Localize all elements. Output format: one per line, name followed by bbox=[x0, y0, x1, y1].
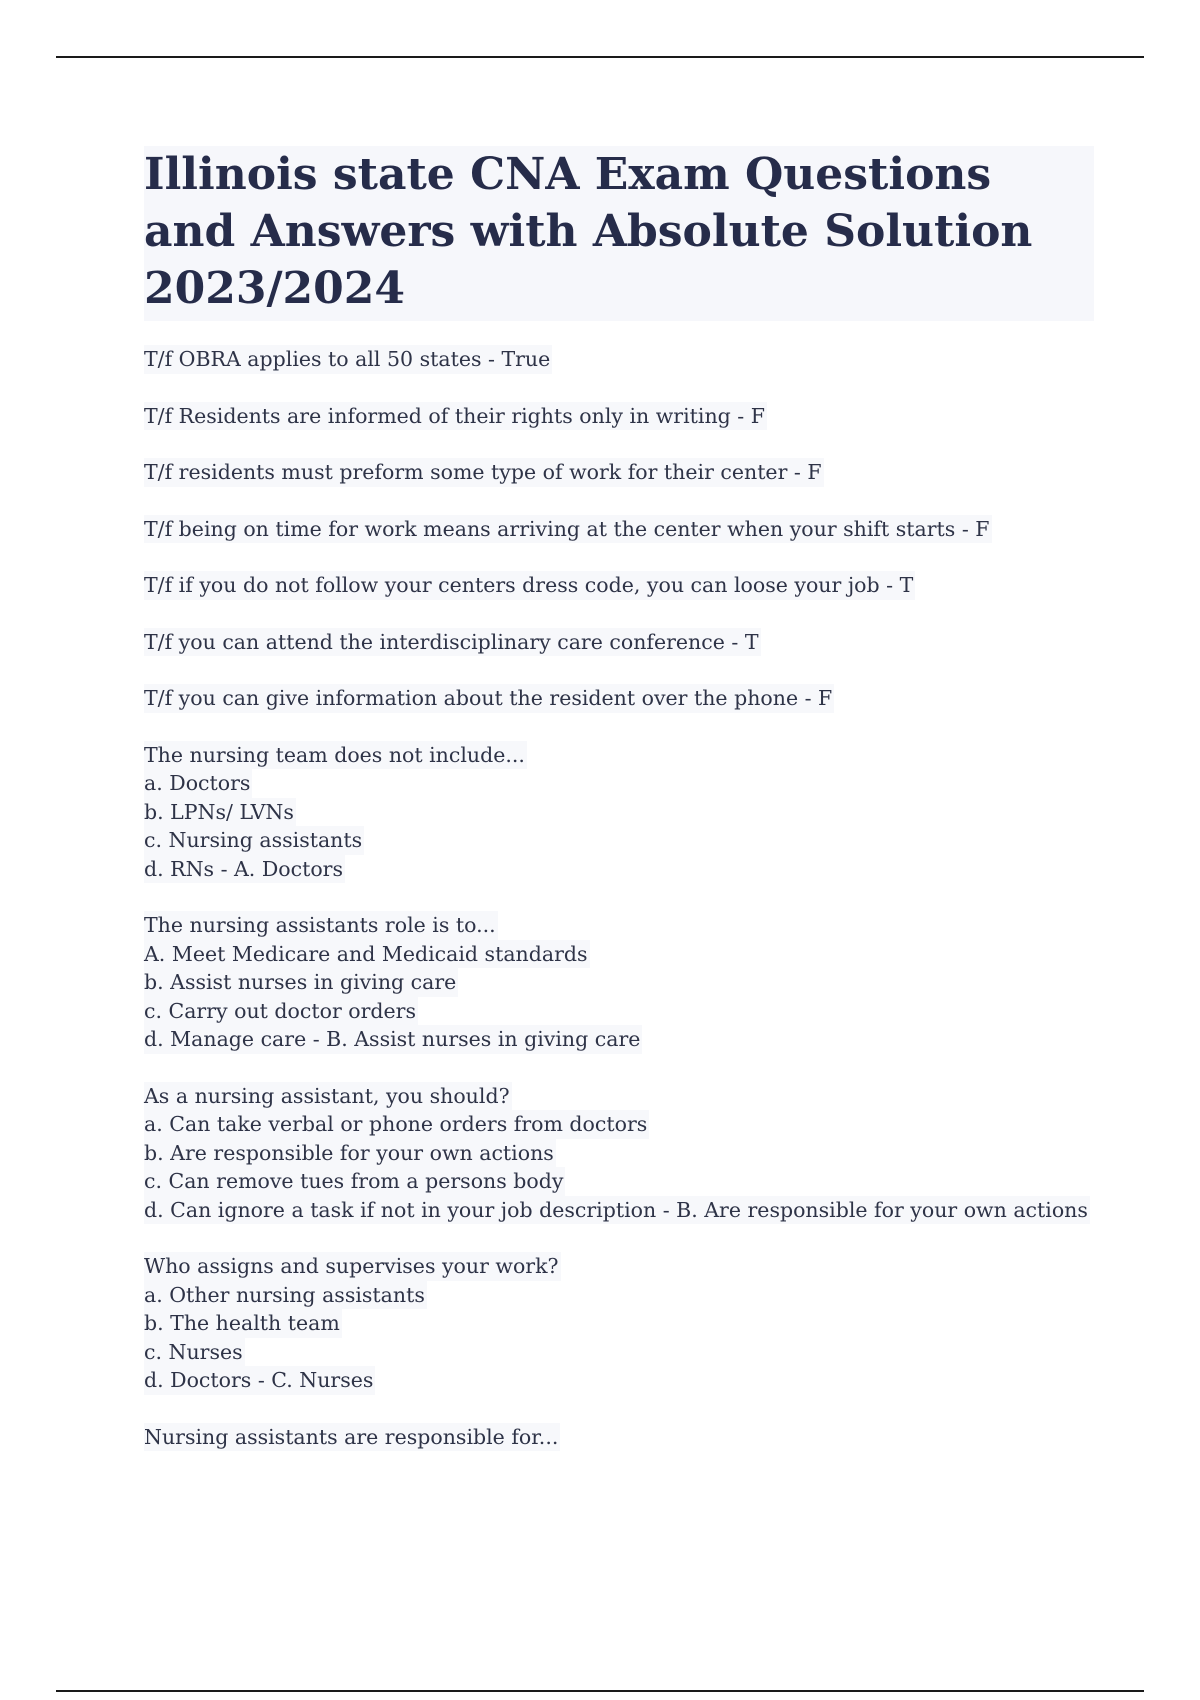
answer-option bbox=[144, 1309, 1094, 1338]
answer-option bbox=[144, 940, 1094, 969]
question-text bbox=[144, 1252, 1094, 1281]
question-block bbox=[144, 1082, 1094, 1225]
line-text: d. Can ignore a task if not in your job description - B. Are responsible for your own actions bbox=[144, 1196, 1090, 1225]
answer-option bbox=[144, 1139, 1094, 1168]
question-block bbox=[144, 741, 1094, 884]
question-text bbox=[144, 741, 1094, 770]
question-text bbox=[144, 345, 1094, 374]
question-block bbox=[144, 1423, 1094, 1452]
question-text bbox=[144, 911, 1094, 940]
answer-option bbox=[144, 1366, 1094, 1395]
line-text: T/f being on time for work means arriving at the center when your shift starts - F bbox=[144, 515, 992, 544]
line-text: T/f if you do not follow your centers dress code, you can loose your job - T bbox=[144, 571, 915, 600]
question-block bbox=[144, 628, 1094, 657]
line-text: c. Can remove tues from a persons body bbox=[144, 1167, 565, 1196]
question-block bbox=[144, 684, 1094, 713]
title-block bbox=[144, 146, 1094, 321]
question-block bbox=[144, 402, 1094, 431]
line-text: b. Are responsible for your own actions bbox=[144, 1139, 556, 1168]
line-text: T/f residents must preform some type of work for their center - F bbox=[144, 458, 824, 487]
line-text: Nursing assistants are responsible for... bbox=[144, 1423, 560, 1452]
line-text: d. Doctors - C. Nurses bbox=[144, 1366, 375, 1395]
answer-option bbox=[144, 1281, 1094, 1310]
answer-option bbox=[144, 798, 1094, 827]
question-text bbox=[144, 1423, 1094, 1452]
line-text: T/f OBRA applies to all 50 states - True bbox=[144, 345, 552, 374]
line-text: b. LPNs/ LVNs bbox=[144, 798, 296, 827]
question-list bbox=[144, 345, 1094, 1451]
question-text bbox=[144, 628, 1094, 657]
question-block bbox=[144, 571, 1094, 600]
line-text: a. Can take verbal or phone orders from doctors bbox=[144, 1110, 649, 1139]
line-text: The nursing team does not include... bbox=[144, 741, 527, 770]
question-text bbox=[144, 402, 1094, 431]
question-block bbox=[144, 911, 1094, 1054]
document-title: Illinois state CNA Exam Questions and Answers with Absolute Solution 2023/2024 bbox=[144, 149, 1033, 314]
line-text: A. Meet Medicare and Medicaid standards bbox=[144, 940, 590, 969]
question-block bbox=[144, 345, 1094, 374]
line-text: d. Manage care - B. Assist nurses in giving care bbox=[144, 1025, 642, 1054]
question-text bbox=[144, 684, 1094, 713]
line-text: a. Doctors bbox=[144, 769, 252, 798]
answer-option bbox=[144, 997, 1094, 1026]
answer-option bbox=[144, 968, 1094, 997]
answer-option bbox=[144, 826, 1094, 855]
answer-option bbox=[144, 855, 1094, 884]
answer-option bbox=[144, 1338, 1094, 1367]
question-text bbox=[144, 571, 1094, 600]
answer-option bbox=[144, 1110, 1094, 1139]
question-text bbox=[144, 1082, 1094, 1111]
question-text bbox=[144, 458, 1094, 487]
line-text: c. Nurses bbox=[144, 1338, 245, 1367]
bottom-rule bbox=[56, 1690, 1144, 1692]
line-text: T/f Residents are informed of their rights only in writing - F bbox=[144, 402, 767, 431]
question-block bbox=[144, 1252, 1094, 1395]
line-text: The nursing assistants role is to... bbox=[144, 911, 498, 940]
top-rule bbox=[56, 56, 1144, 58]
question-block bbox=[144, 458, 1094, 487]
line-text: Who assigns and supervises your work? bbox=[144, 1252, 561, 1281]
answer-option bbox=[144, 769, 1094, 798]
line-text: a. Other nursing assistants bbox=[144, 1281, 427, 1310]
line-text: b. Assist nurses in giving care bbox=[144, 968, 458, 997]
line-text: T/f you can give information about the resident over the phone - F bbox=[144, 684, 834, 713]
answer-option bbox=[144, 1167, 1094, 1196]
answer-option bbox=[144, 1025, 1094, 1054]
line-text: d. RNs - A. Doctors bbox=[144, 855, 345, 884]
document-body bbox=[144, 146, 1094, 1479]
line-text: As a nursing assistant, you should? bbox=[144, 1082, 512, 1111]
question-block bbox=[144, 515, 1094, 544]
line-text: c. Nursing assistants bbox=[144, 826, 364, 855]
answer-option bbox=[144, 1196, 1094, 1225]
line-text: b. The health team bbox=[144, 1309, 342, 1338]
question-text bbox=[144, 515, 1094, 544]
line-text: T/f you can attend the interdisciplinary care conference - T bbox=[144, 628, 761, 657]
line-text: c. Carry out doctor orders bbox=[144, 997, 418, 1026]
